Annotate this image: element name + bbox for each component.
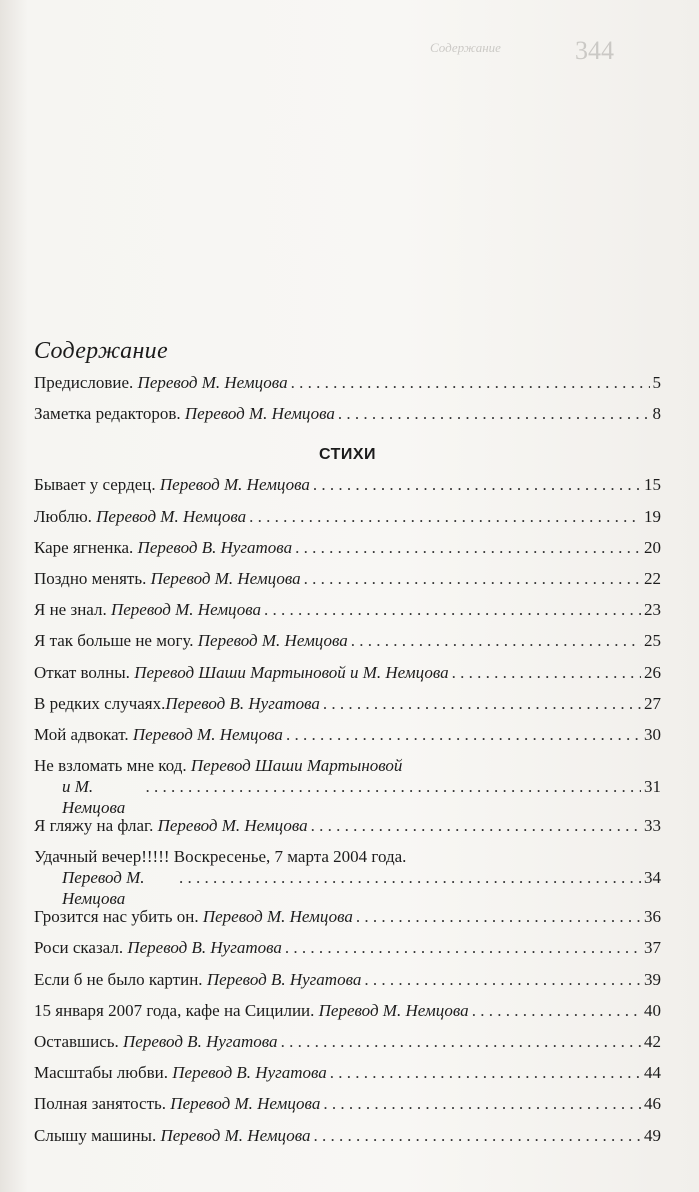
entry-title: Заметка редакторов.: [34, 404, 181, 424]
entry-page: 42: [644, 1032, 661, 1051]
entry-title: Мой адвокат.: [34, 724, 129, 744]
entry-title: Поздно менять.: [34, 568, 147, 588]
table-of-contents: [34, 372, 661, 1156]
entry-page: 44: [644, 1063, 661, 1083]
entry-page: 8: [652, 404, 661, 424]
entry-page: 39: [644, 969, 661, 989]
bleed-through-page-number: 344: [575, 36, 614, 65]
leader-dots: [323, 1093, 641, 1114]
toc-entry[interactable]: [34, 906, 661, 937]
entry-translator: Перевод Шаши Мартыновой и М. Немцова: [134, 662, 449, 682]
entry-title: Я гляжу на флаг.: [34, 816, 154, 836]
leader-dots: [179, 867, 641, 888]
leader-dots: [145, 776, 641, 797]
entry-title: Каре ягненка.: [34, 537, 134, 557]
leader-dots: [264, 599, 641, 620]
section-heading: СТИХИ: [318, 446, 377, 464]
entry-page: 20: [644, 537, 661, 557]
entry-page: 49: [644, 1125, 661, 1145]
toc-entry[interactable]: [34, 506, 661, 537]
toc-entry[interactable]: [34, 568, 661, 599]
entry-title: Слышу машины.: [34, 1125, 157, 1145]
toc-entry[interactable]: [34, 662, 661, 693]
entry-translator: Перевод М. Немцова: [318, 1000, 469, 1020]
entry-translator: Перевод В. Нугатова: [172, 1063, 327, 1083]
entry-title: Предисловие.: [34, 373, 134, 392]
leader-dots: [323, 693, 641, 714]
leader-dots: [314, 1125, 641, 1146]
entry-title: Откат волны.: [34, 662, 130, 682]
entry-title: Оставшись.: [34, 1032, 119, 1051]
entry-title: Бывает у сердец.: [34, 475, 156, 495]
entry-page: 23: [644, 600, 661, 620]
entry-page: 30: [644, 724, 661, 744]
entry-title: В редких случаях.: [34, 693, 166, 713]
entry-title: Я так больше не могу.: [34, 631, 194, 651]
entry-translator: Перевод М. Немцова: [160, 1125, 311, 1145]
toc-entry[interactable]: [34, 693, 661, 724]
entry-page: 31: [644, 777, 661, 797]
entry-page: 33: [644, 816, 661, 836]
entry-translator: Перевод М. Немцова: [159, 475, 310, 495]
entry-page: 5: [652, 373, 661, 392]
entry-title: Грозится нас убить он.: [34, 907, 199, 927]
toc-entry[interactable]: [34, 474, 661, 505]
entry-title: Масштабы любви.: [34, 1063, 169, 1083]
toc-entry[interactable]: [34, 969, 661, 1000]
toc-entry[interactable]: [34, 1125, 661, 1156]
leader-dots: [304, 568, 641, 589]
entry-translator: Перевод М. Немцова: [157, 816, 308, 836]
entry-translator: Перевод М. Немцова: [110, 600, 262, 620]
page-title: Содержание: [34, 338, 168, 365]
toc-entry[interactable]: [34, 403, 661, 434]
toc-entry[interactable]: [34, 537, 661, 568]
entry-translator: Перевод В. Нугатова: [127, 938, 282, 958]
entry-translator: Перевод М. Немцова: [184, 404, 335, 424]
leader-dots: [281, 1031, 641, 1052]
entry-page: 37: [644, 938, 661, 958]
entry-translator: Перевод В. Нугатова: [137, 537, 293, 557]
entry-title: Полная занятость.: [34, 1094, 167, 1114]
bleed-through-header: Содержание: [430, 40, 501, 55]
entry-title: Не взломать мне код.: [34, 756, 187, 776]
toc-entry[interactable]: [34, 937, 661, 968]
leader-dots: [311, 815, 641, 836]
leader-dots: [338, 403, 650, 424]
entry-page: 36: [644, 907, 661, 927]
entry-translator: Перевод М. Немцова: [137, 373, 288, 392]
entry-page: 46: [644, 1094, 661, 1114]
entry-page: 26: [644, 662, 661, 682]
toc-entry[interactable]: [34, 815, 661, 846]
leader-dots: [356, 906, 641, 927]
toc-entry[interactable]: [34, 1000, 661, 1031]
toc-entry[interactable]: [34, 755, 661, 818]
leader-dots: [286, 724, 641, 745]
entry-page: 34: [644, 868, 661, 888]
entry-page: 19: [644, 506, 661, 526]
entry-page: 27: [644, 693, 661, 713]
entry-translator: Перевод В. Нугатова: [206, 969, 362, 989]
toc-entry[interactable]: [34, 372, 661, 403]
leader-dots: [351, 630, 641, 651]
entry-translator: Перевод В. Нугатова: [165, 693, 320, 713]
entry-title: Если б не было картин.: [34, 969, 203, 989]
entry-page: 25: [644, 631, 661, 651]
leader-dots: [291, 372, 650, 393]
entry-translator: Перевод М. Немцова: [170, 1094, 321, 1114]
toc-entry[interactable]: [34, 846, 661, 909]
entry-translator: Перевод Шаши Мартыновой: [190, 756, 403, 776]
entry-translator: Перевод М. Немцова: [62, 868, 145, 909]
leader-dots: [285, 937, 641, 958]
toc-entry[interactable]: [34, 1031, 661, 1062]
entry-translator: Перевод М. Немцова: [96, 506, 247, 526]
entry-title: Удачный вечер!!!!! Воскресенье, 7 марта 2004 года.: [34, 847, 407, 867]
leader-dots: [452, 662, 641, 683]
leader-dots: [249, 506, 641, 527]
toc-entry[interactable]: [34, 1062, 661, 1093]
entry-title: Я не знал.: [34, 600, 107, 620]
entry-translator: Перевод В. Нугатова: [123, 1032, 278, 1051]
leader-dots: [295, 537, 641, 558]
toc-entry[interactable]: [34, 599, 661, 630]
entry-translator: Перевод М. Немцова: [150, 568, 301, 588]
entry-translator: Перевод М. Немцова: [132, 724, 283, 744]
leader-dots: [330, 1062, 641, 1083]
leader-dots: [364, 969, 641, 990]
entry-translator-continued: и М. Немцова: [62, 777, 126, 818]
entry-page: 22: [644, 568, 661, 588]
toc-entry[interactable]: [34, 724, 661, 755]
entry-title: Роси сказал.: [34, 938, 124, 958]
entry-page: 40: [644, 1000, 661, 1020]
toc-entry[interactable]: [34, 1093, 661, 1124]
entry-title: Люблю.: [34, 506, 92, 526]
leader-dots: [313, 474, 641, 495]
entry-translator: Перевод М. Немцова: [202, 907, 353, 927]
leader-dots: [472, 1000, 641, 1021]
toc-entry[interactable]: [34, 630, 661, 661]
entry-translator: Перевод М. Немцова: [197, 631, 348, 651]
entry-title: 15 января 2007 года, кафе на Сицилии.: [34, 1000, 315, 1020]
entry-page: 15: [644, 475, 661, 495]
